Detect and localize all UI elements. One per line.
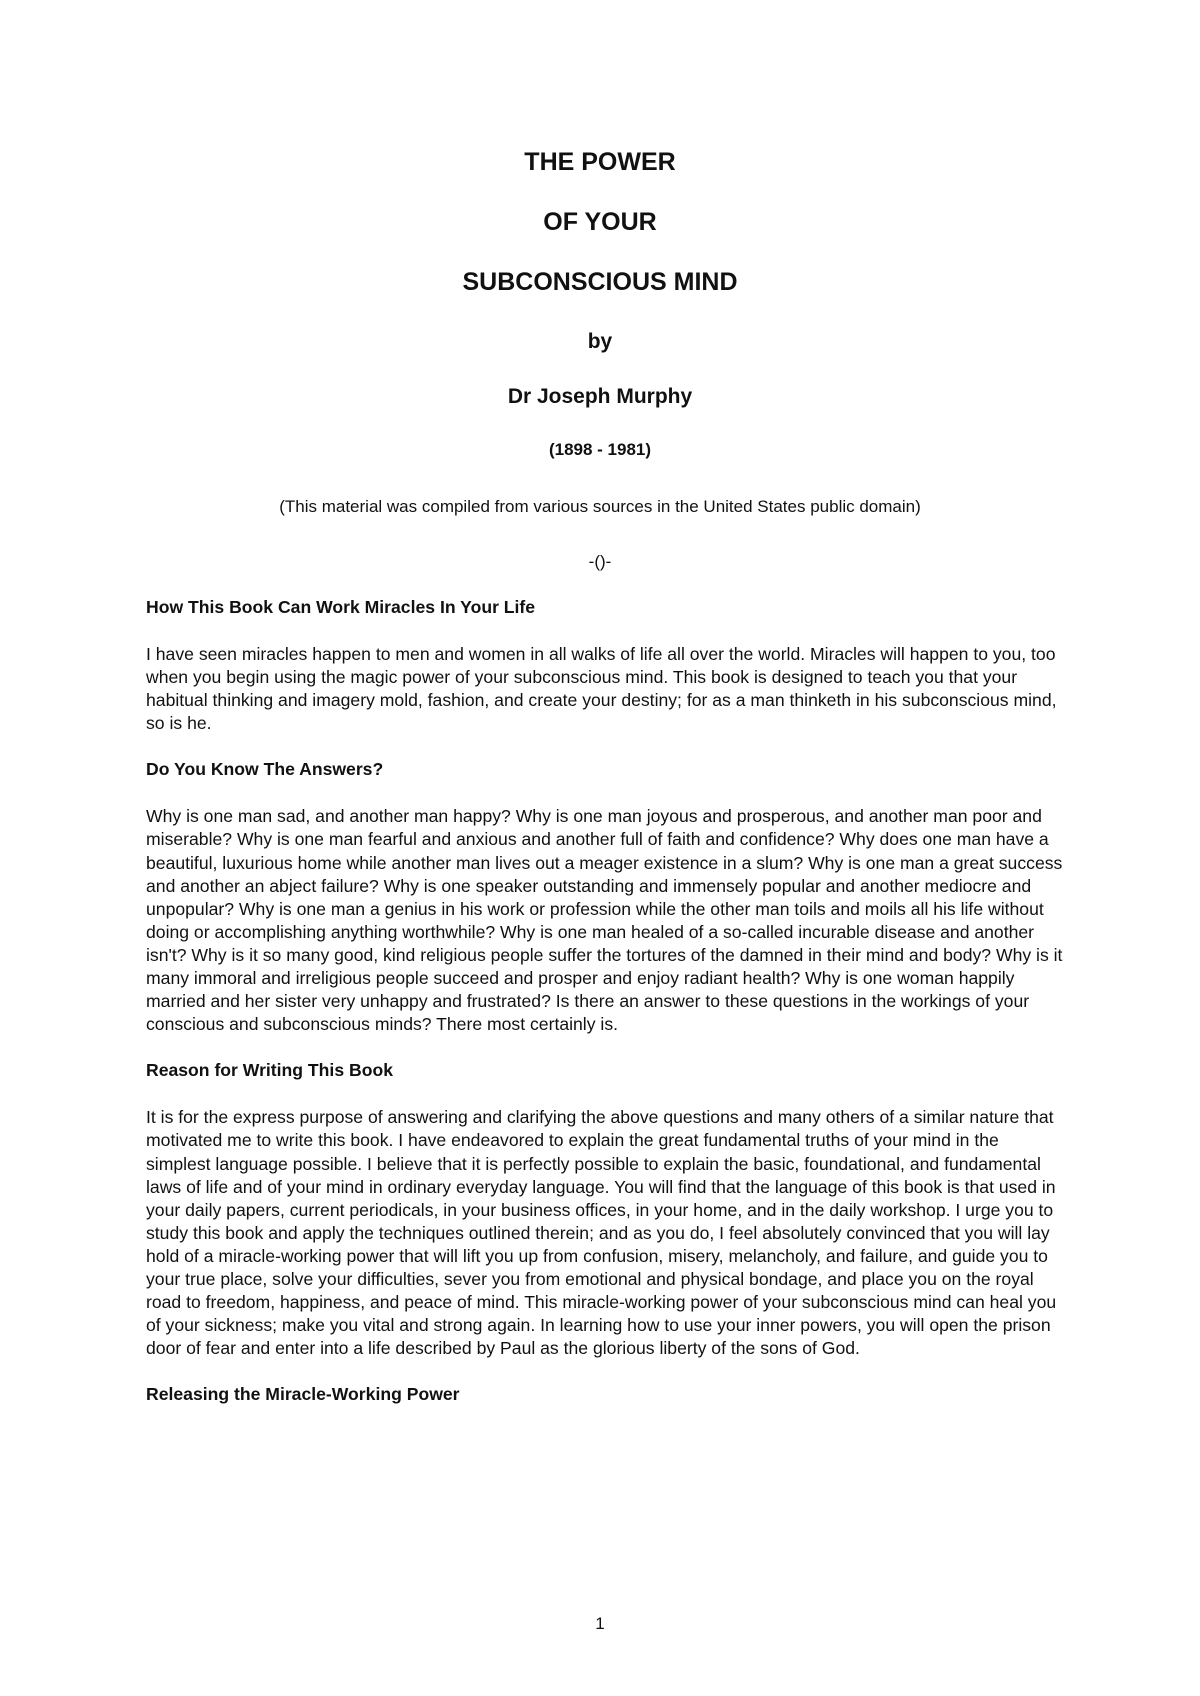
author-name: Dr Joseph Murphy: [507, 385, 693, 408]
author-dates: (1898 - 1981): [548, 440, 652, 459]
by-line: by: [587, 330, 613, 353]
section-heading: Releasing the Miracle-Working Power: [146, 1384, 460, 1405]
section-heading: How This Book Can Work Miracles In Your Life: [146, 597, 536, 617]
document-body: [146, 596, 1066, 1430]
title-line-1: THE POWER: [524, 148, 676, 176]
section-heading: Do You Know The Answers?: [146, 759, 384, 780]
section-paragraph: Why is one man sad, and another man happy? Why is one man joyous and prosperous, and another man poor and miserable? Why is one man fearful and anxious and another full of faith and confidence? Why does one man have a beautiful, luxurious home while another man lives out a meager existence in a slum? Why is one man a great success and another an abject failure? Why is one speaker outstanding and immensely popular and another mediocre and unpopular? Why is one man a genius in his work or profession while the other man toils and moils all his life without doing or accomplishing anything worthwhile? Why is one man healed of a so-called incurable disease and another isn't? Why is it so many good, kind religious people suffer the tortures of the damned in their mind and body? Why is it many immoral and irreligious people succeed and prosper and enjoy radiant health? Why is one woman happily married and her sister very unhappy and frustrated? Is there an answer to these questions in the workings of your conscious and subconscious minds? There most certainly is.: [146, 806, 1063, 1035]
section-heading: Reason for Writing This Book: [146, 1060, 393, 1081]
page-number: 1: [595, 1614, 605, 1633]
title-line-3: SUBCONSCIOUS MIND: [462, 268, 738, 296]
section-paragraph: It is for the express purpose of answering and clarifying the above questions and many others of a similar nature that motivated me to write this book. I have endeavored to explain the great fundamental truths of your mind in the simplest language possible. I believe that it is perfectly possible to explain the basic, foundational, and fundamental laws of life and of your mind in ordinary everyday language. You will find that the language of this book is that used in your daily papers, current periodicals, in your business offices, in your home, and in the daily workshop. I urge you to study this book and apply the techniques outlined therein; and as you do, I feel absolutely convinced that you will lay hold of a miracle-working power that will lift you up from confusion, misery, melancholy, and failure, and guide you to your true place, solve your difficulties, sever you from emotional and physical bondage, and place you on the royal road to freedom, happiness, and peace of mind. This miracle-working power of your subconscious mind can heal you of your sickness; make you vital and strong again. In learning how to use your inner powers, you will open the prison door of fear and enter into a life described by Paul as the glorious liberty of the sons of God.: [146, 1107, 1057, 1359]
section-paragraph: I have seen miracles happen to men and women in all walks of life all over the world. Miracles will happen to you, too when you begin using the magic power of your subconscious mind. This book is designed to teach you that your habitual thinking and imagery mold, fashion, and create your destiny; for as a man thinketh in his subconscious mind, so is he.: [146, 644, 1057, 734]
source-note: (This material was compiled from various sources in the United States public domain): [279, 497, 921, 516]
separator: -()-: [588, 552, 612, 571]
title-line-2: OF YOUR: [543, 208, 657, 236]
